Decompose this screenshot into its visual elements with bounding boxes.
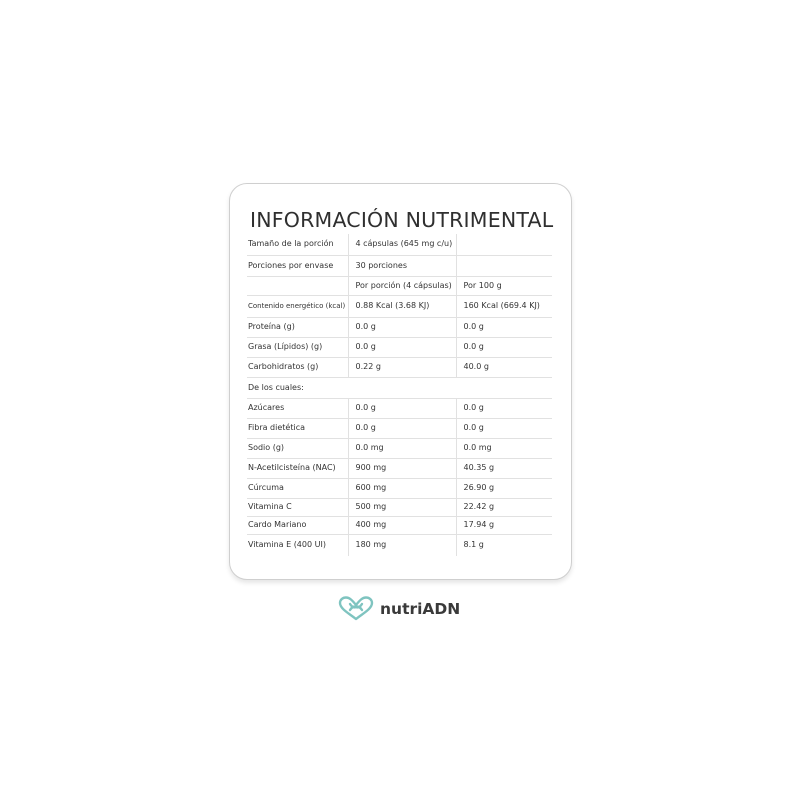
table-row [247,498,552,516]
row-value-serving: 0.88 Kcal (3.68 KJ) [348,295,456,317]
row-value-serving: 600 mg [348,478,456,498]
row-label: Vitamina C [247,498,348,516]
row-label: Proteína (g) [247,317,348,337]
table-row [247,516,552,534]
row-value-serving: 4 cápsulas (645 mg c/u) [348,234,456,255]
table-row [247,295,552,317]
row-value-100g: 0.0 g [463,423,484,432]
row-value-100g: 40.0 g [463,362,489,371]
heart-dna-icon [338,596,374,622]
table-row [247,458,552,478]
brand-name: nutriADN [380,600,461,618]
row-label: Porciones por envase [247,255,348,276]
row-value-100g: 0.0 g [463,342,484,351]
row-value-serving: 180 mg [348,534,456,556]
row-label: Sodio (g) [247,438,348,458]
table-row [247,234,552,255]
row-value-100g [456,377,552,398]
row-label: Tamaño de la porción [247,234,348,255]
row-value-serving: 0.0 g [348,418,456,438]
table-row [247,317,552,337]
table-row [247,418,552,438]
row-label: Cúrcuma [247,478,348,498]
row-value-100g: 40.35 g [463,463,495,472]
table-row [247,534,552,556]
row-label: N-Acetilcisteína (NAC) [247,458,348,478]
row-label: De los cuales: [248,382,304,392]
row-value-100g: 0.0 mg [463,443,492,452]
row-value-serving: 0.0 g [348,317,456,337]
row-value-serving: 0.0 mg [348,438,456,458]
table-row [247,478,552,498]
row-value-100g: 160 Kcal (669.4 KJ) [463,301,540,310]
row-label: Cardo Mariano [247,516,348,534]
row-value-100g: 26.90 g [463,483,495,492]
column-header-serving: Por porción (4 cápsulas) [348,276,456,295]
row-value-serving: 500 mg [348,498,456,516]
brand-logo [338,596,460,622]
row-value-serving: 400 mg [348,516,456,534]
nutrition-table [247,234,552,556]
column-header-100g: Por 100 g [463,280,502,290]
nutrition-title: INFORMACIÓN NUTRIMENTAL [250,208,554,232]
table-row [247,438,552,458]
row-value-100g: 22.42 g [463,502,495,511]
row-value-100g [456,234,552,255]
row-value-serving [348,377,456,398]
row-value-serving: 0.0 g [348,398,456,418]
table-header-row [247,276,552,295]
table-row [247,377,552,398]
row-label: Grasa (Lípidos) (g) [247,337,348,357]
row-value-100g: 8.1 g [463,540,484,550]
row-label: Contenido energético (kcal) [247,295,348,317]
row-value-serving: 30 porciones [348,255,456,276]
row-value-serving: 0.22 g [348,357,456,377]
row-value-100g: 0.0 g [463,322,484,331]
table-row [247,255,552,276]
row-value-100g: 17.94 g [463,520,495,529]
row-label [247,276,348,295]
table-row [247,357,552,377]
row-value-100g: 0.0 g [463,403,484,412]
row-label: Azúcares [247,398,348,418]
row-value-serving: 0.0 g [348,337,456,357]
table-row [247,337,552,357]
row-value-100g [456,255,552,276]
row-label: Carbohidratos (g) [247,357,348,377]
row-label: Vitamina E (400 UI) [247,534,348,556]
row-label: Fibra dietética [247,418,348,438]
table-row [247,398,552,418]
row-value-serving: 900 mg [348,458,456,478]
